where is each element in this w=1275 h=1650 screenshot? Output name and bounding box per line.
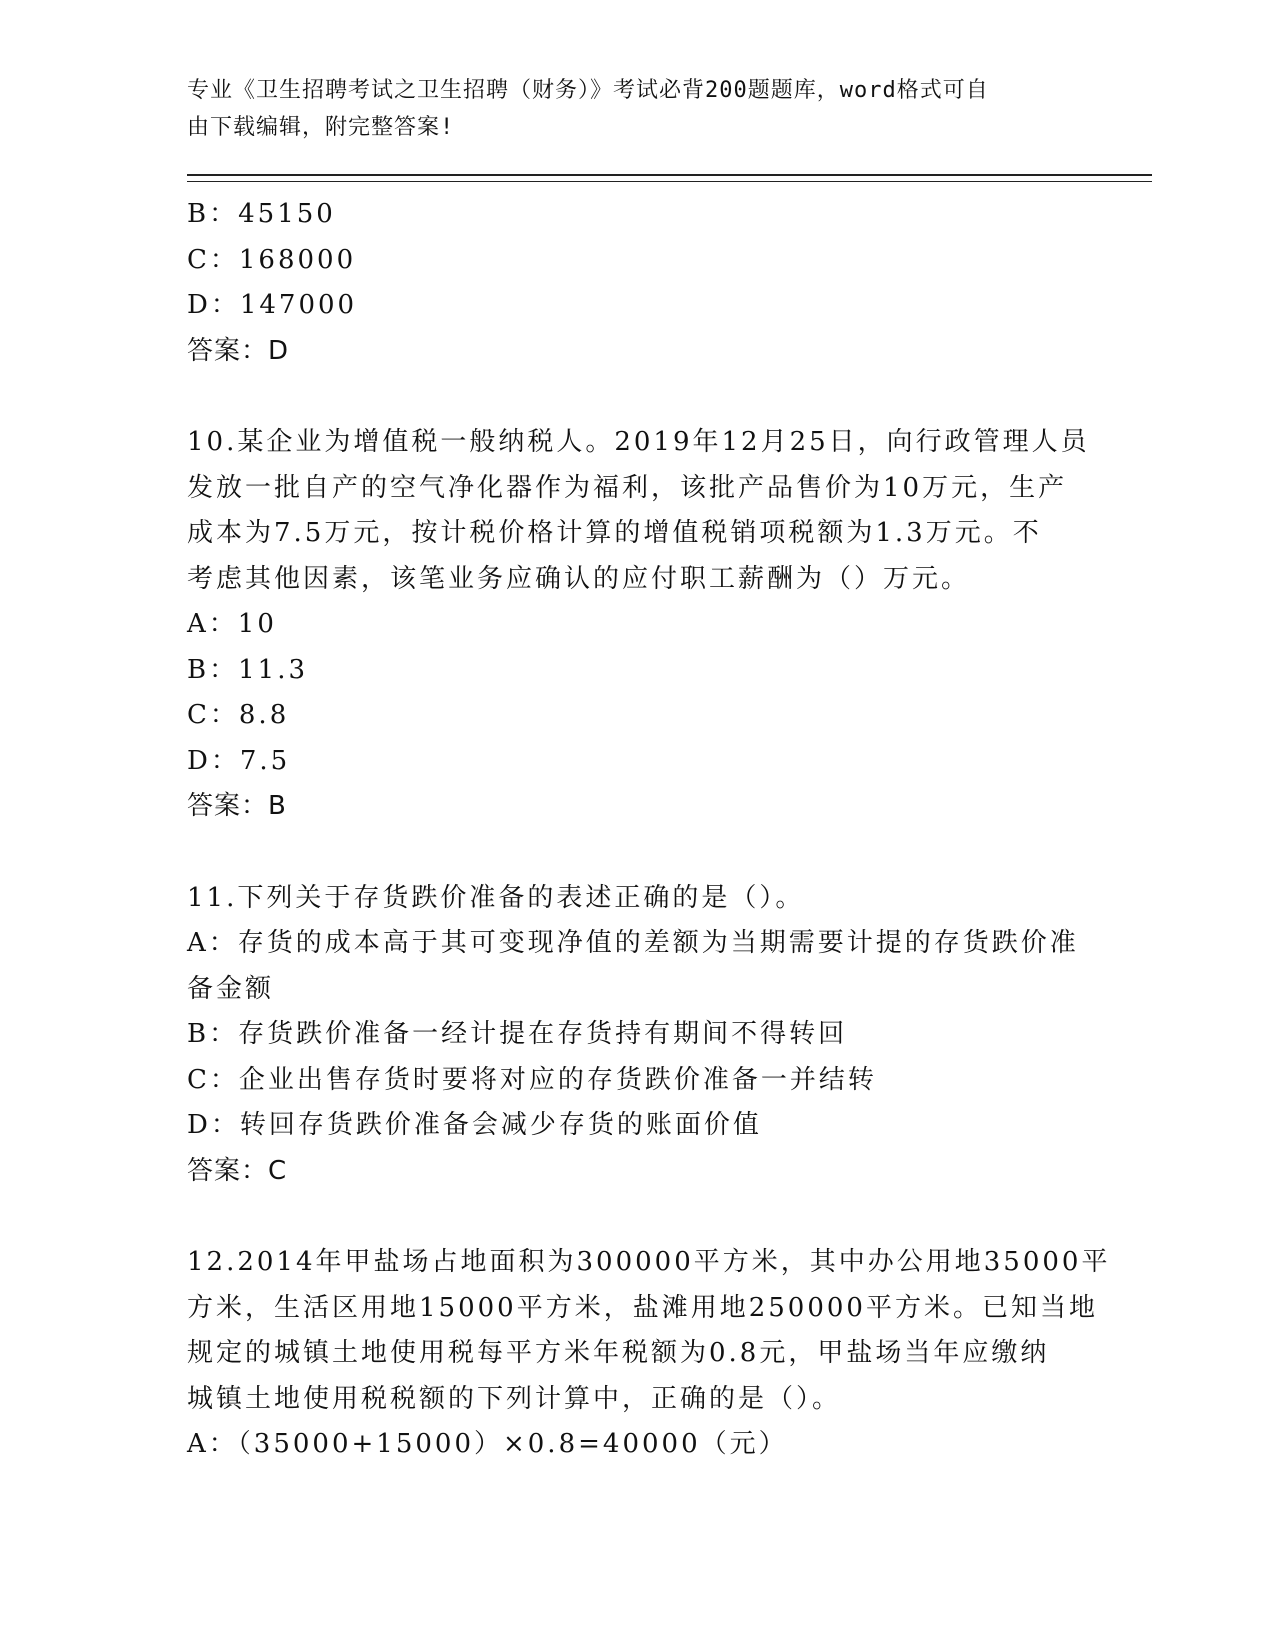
option-c: C：168000	[187, 244, 357, 275]
option-c: C：8.8	[187, 700, 290, 730]
question-stem-line: 方米，生活区用地15000平方米，盐滩用地250000平方米。已知当地	[187, 1292, 1098, 1323]
question-stem-line: 发放一批自产的空气净化器作为福利，该批产品售价为10万元，生产	[187, 472, 1068, 503]
answer: 答案：D	[187, 335, 290, 366]
option-b: B：11.3	[187, 654, 308, 685]
header-rule-thick	[187, 174, 1152, 176]
option-b: B：存货跌价准备一经计提在存货持有期间不得转回	[187, 1019, 848, 1049]
header-line-2: 由下载编辑，附完整答案!	[187, 115, 455, 140]
question-stem-line: 12.2014年甲盐场占地面积为300000平方米，其中办公用地35000平	[187, 1247, 1111, 1277]
question-stem-line: 城镇土地使用税税额的下列计算中，正确的是（）。	[187, 1383, 842, 1414]
option-a: A：（35000+15000）×0.8=40000（元）	[187, 1429, 788, 1459]
question-stem-line: 10.某企业为增值税一般纳税人。2019年12月25日，向行政管理人员	[187, 427, 1090, 457]
option-a-continued: 备金额	[187, 973, 275, 1004]
header-line-1: 专业《卫生招聘考试之卫生招聘（财务）》考试必背200题题库，word格式可自	[187, 78, 989, 103]
header-rule-thin	[187, 181, 1152, 182]
option-a: A：10	[187, 609, 277, 639]
option-d: D：7.5	[187, 745, 291, 776]
question-list	[187, 192, 1111, 1468]
option-d: D：转回存货跌价准备会减少存货的账面价值	[187, 1110, 762, 1140]
option-c: C：企业出售存货时要将对应的存货跌价准备一并结转	[187, 1064, 877, 1095]
option-d: D：147000	[187, 290, 358, 320]
question-stem-line: 成本为7.5万元，按计税价格计算的增值税销项税额为1.3万元。不	[187, 518, 1042, 548]
option-a: A：存货的成本高于其可变现净值的差额为当期需要计提的存货跌价准	[187, 928, 1079, 958]
question-11	[187, 876, 1082, 1195]
answer: 答案：B	[187, 791, 287, 821]
question-10	[187, 420, 1090, 830]
answer: 答案：C	[187, 1155, 288, 1186]
question-stem-line: 规定的城镇土地使用税每平方米年税额为0.8元，甲盐场当年应缴纳	[187, 1338, 1050, 1368]
question-9	[187, 192, 1082, 374]
question-12	[187, 1240, 1111, 1468]
page-header	[187, 72, 1067, 146]
option-b: B：45150	[187, 199, 336, 229]
question-stem-line: 考虑其他因素，该笔业务应确认的应付职工薪酬为（）万元。	[187, 563, 971, 594]
question-stem-line: 11.下列关于存货跌价准备的表述正确的是（）。	[187, 882, 805, 913]
